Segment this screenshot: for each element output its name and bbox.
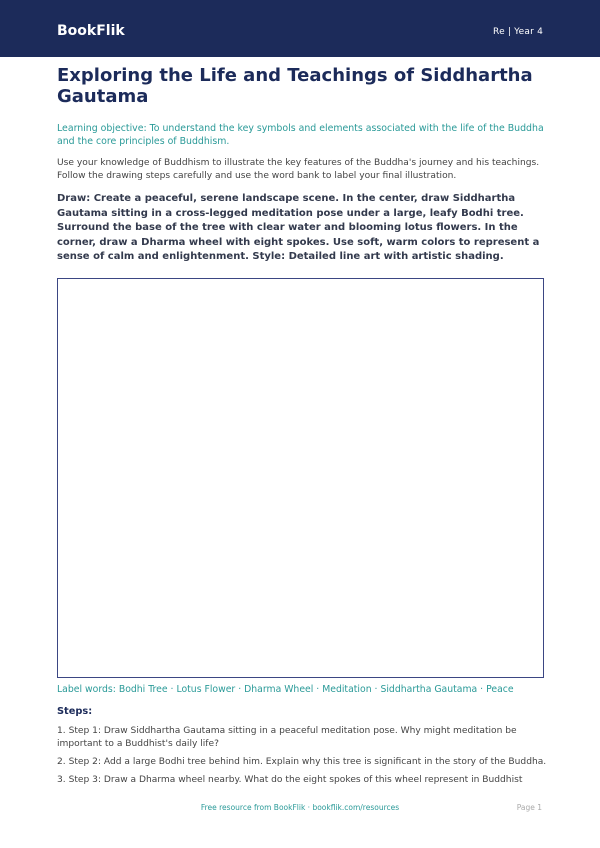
steps-list — [57, 725, 547, 792]
brand-logo[interactable]: BookFlik — [57, 23, 125, 39]
instructions-text: Use your knowledge of Buddhism to illustrate the key features of the Buddha's journey and his teachings. Follow the drawing steps carefully and use the word bank to label your final illustration. — [57, 158, 540, 181]
drawing-area[interactable] — [57, 278, 544, 678]
step-item: 3. Step 3: Draw a Dharma wheel nearby. What do the eight spokes of this wheel represent in Buddhist — [57, 775, 523, 785]
step-item: 1. Step 1: Draw Siddhartha Gautama sitting in a peaceful meditation pose. Why might meditation be important to a Buddhist's daily life? — [57, 726, 517, 749]
steps-heading: Steps: — [57, 706, 93, 717]
footer-credit[interactable]: Free resource from BookFlik · bookflik.com/resources — [200, 803, 400, 812]
subject-year-label: Re | Year 4 — [493, 27, 543, 37]
learning-objective: Learning objective: To understand the key symbols and elements associated with the life of the Buddha and the core principles of Buddhism. — [57, 123, 544, 147]
step-item: 2. Step 2: Add a large Bodhi tree behind him. Explain why this tree is significant in the story of the Buddha. — [57, 757, 547, 767]
header-bar — [0, 0, 600, 57]
draw-prompt: Draw: Create a peaceful, serene landscape scene. In the center, draw Siddhartha Gautama sitting in a cross-legged meditation pose under a large, leafy Bodhi tree. Surround the base of the tree with clear water and blooming lotus flowers. In the corner, draw a Dharma wheel with eight spokes. Use soft, warm colors to represent a sense of calm and enlightenment. Style: Detailed line art with artistic shading. — [57, 193, 540, 262]
label-word-bank: Label words: Bodhi Tree · Lotus Flower · Dharma Wheel · Meditation · Siddhartha Gautama · Peace — [57, 684, 514, 695]
worksheet-title: Exploring the Life and Teachings of Siddhartha Gautama — [57, 65, 533, 107]
page-number: Page 1 — [516, 803, 542, 812]
